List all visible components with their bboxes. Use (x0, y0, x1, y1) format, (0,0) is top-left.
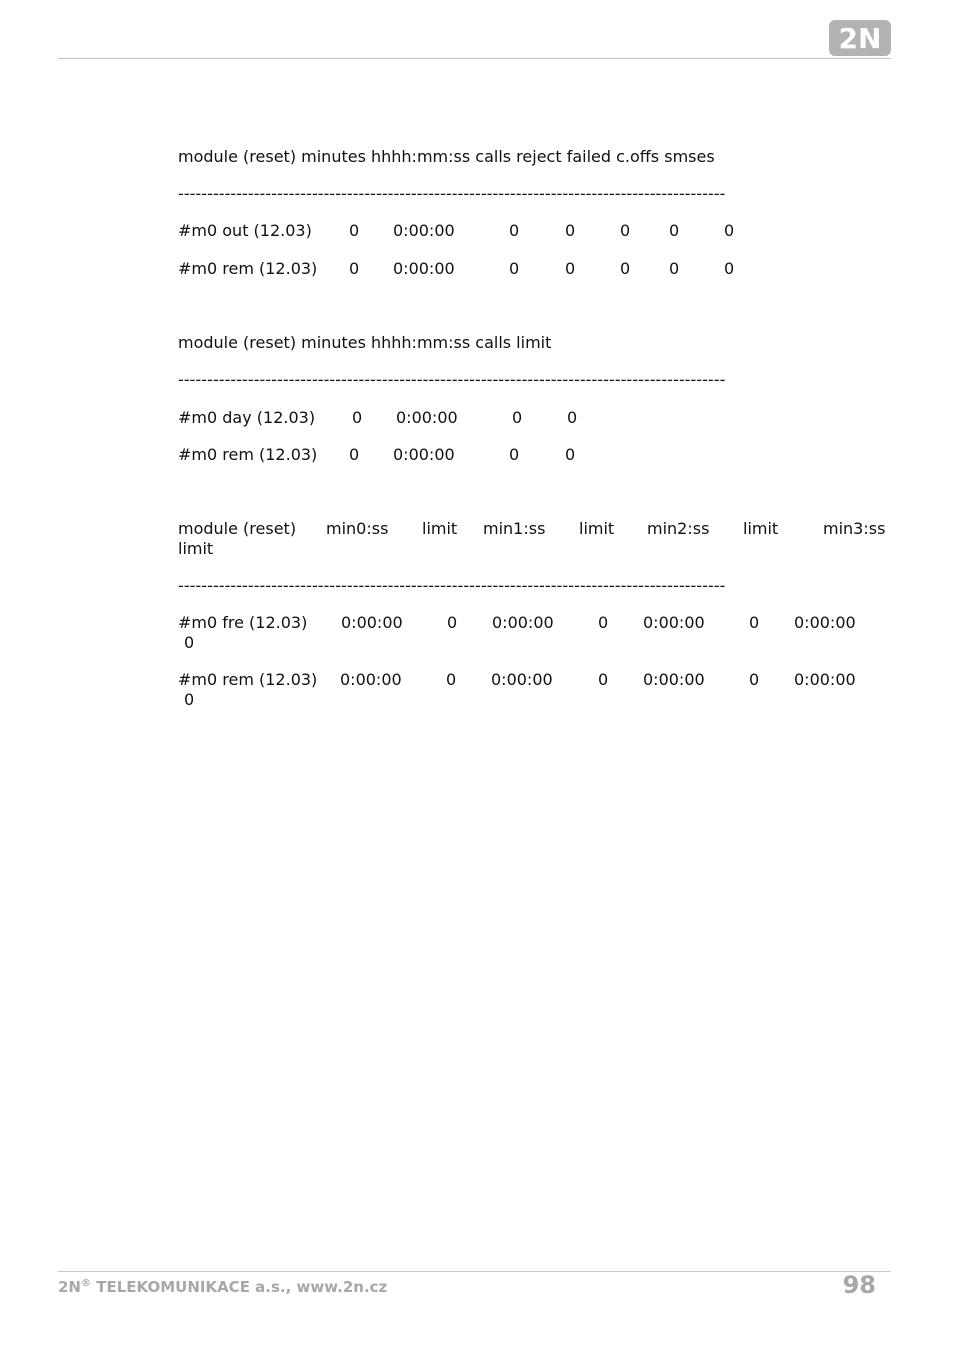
table1-row-label: #m0 out (12.03) (178, 221, 312, 240)
table2-row-label: #m0 day (12.03) (178, 408, 316, 427)
table1-header: module (reset) minutes hhhh:mm:ss calls reject failed c.offs smses (178, 147, 715, 166)
table3-cell: 0:00:00 (643, 670, 705, 689)
table1-cell: 0:00:00 (393, 221, 455, 240)
table1-cell: 0 (349, 259, 360, 278)
table1-row-label: #m0 rem (12.03) (178, 259, 318, 278)
table3-cell: 0 (749, 670, 760, 689)
table3-header-cell: min0:ss (326, 519, 389, 538)
table1-cell: 0 (669, 259, 680, 278)
table1-cell: 0:00:00 (393, 259, 455, 278)
table1-cell: 0 (565, 259, 576, 278)
table3-cell: 0 (598, 670, 609, 689)
table3-row-label: #m0 rem (12.03) (178, 670, 318, 689)
table1-cell: 0 (509, 259, 520, 278)
table1-cell: 0 (724, 259, 735, 278)
table3-separator: ---------------------------------------------------------------------------------------------- (178, 576, 726, 595)
footer-divider (58, 1271, 891, 1272)
table1-cell: 0 (509, 221, 520, 240)
table2-cell: 0 (512, 408, 523, 427)
logo-text: 2N (838, 22, 882, 55)
table1-cell: 0 (669, 221, 680, 240)
table3-cell: 0:00:00 (794, 613, 856, 632)
table1-cell: 0 (565, 221, 576, 240)
table2-cell: 0 (349, 445, 360, 464)
company-logo (828, 19, 892, 57)
table3-header-cell: limit (579, 519, 615, 538)
table2-row-label: #m0 rem (12.03) (178, 445, 318, 464)
table3-header-cell: min1:ss (483, 519, 546, 538)
footer-brand: 2N (58, 1278, 81, 1296)
footer-company (58, 1278, 387, 1296)
table2-cell: 0 (352, 408, 363, 427)
table1-cell: 0 (724, 221, 735, 240)
footer-company-text: TELEKOMUNIKACE a.s., www.2n.cz (91, 1278, 388, 1296)
table3-cell: 0 (447, 613, 458, 632)
table3-cell: 0:00:00 (643, 613, 705, 632)
table3-cell: 0:00:00 (340, 670, 402, 689)
table2-cell: 0:00:00 (393, 445, 455, 464)
table2-cell: 0 (567, 408, 578, 427)
table3-cell: 0 (749, 613, 760, 632)
table3-cell: 0:00:00 (794, 670, 856, 689)
page-number: 98 (842, 1271, 876, 1299)
table3-header-wrap: limit (178, 539, 214, 558)
table3-cell: 0 (598, 613, 609, 632)
table3-cell: 0:00:00 (341, 613, 403, 632)
table3-cell: 0:00:00 (492, 613, 554, 632)
table3-cell: 0 (446, 670, 457, 689)
table3-cell: 0 (184, 690, 195, 709)
table3-header-cell: min2:ss (647, 519, 710, 538)
registered-mark: ® (81, 1278, 91, 1289)
table3-header-cell: limit (743, 519, 779, 538)
table1-cell: 0 (349, 221, 360, 240)
header-divider (58, 58, 891, 59)
table2-header: module (reset) minutes hhhh:mm:ss calls limit (178, 333, 552, 352)
table2-cell: 0 (509, 445, 520, 464)
table3-header-cell: limit (422, 519, 458, 538)
table2-cell: 0:00:00 (396, 408, 458, 427)
table2-cell: 0 (565, 445, 576, 464)
table1-cell: 0 (620, 259, 631, 278)
table1-separator: ---------------------------------------------------------------------------------------------- (178, 184, 726, 203)
table3-cell: 0 (184, 633, 195, 652)
table1-cell: 0 (620, 221, 631, 240)
table3-cell: 0:00:00 (491, 670, 553, 689)
table2-separator: ---------------------------------------------------------------------------------------------- (178, 370, 726, 389)
table3-header-cell: module (reset) (178, 519, 297, 538)
table3-row-label: #m0 fre (12.03) (178, 613, 308, 632)
table3-header-cell: min3:ss (823, 519, 886, 538)
